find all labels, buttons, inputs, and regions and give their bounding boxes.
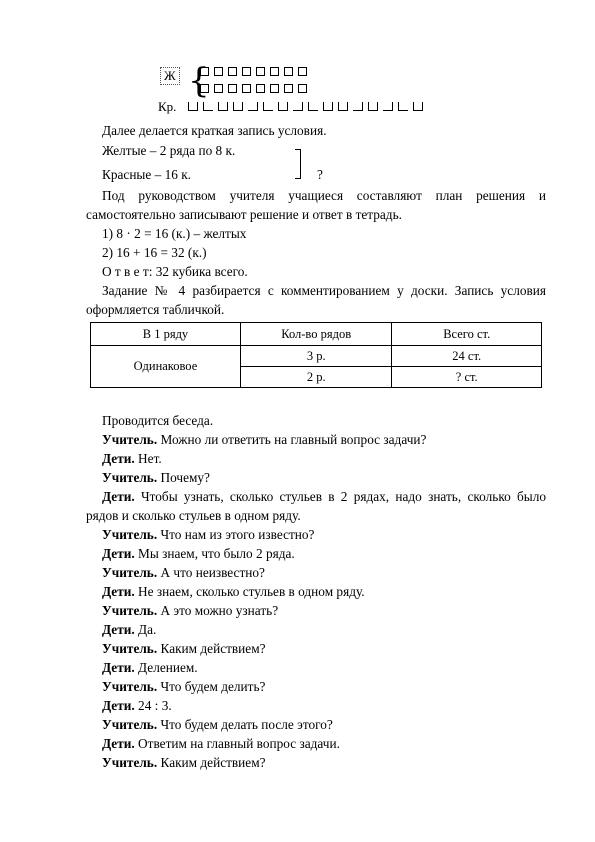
dialogue-text: Каким действием?	[157, 755, 266, 770]
bracket-question: ?	[301, 165, 323, 184]
red-label: Кр.	[158, 99, 177, 114]
speaker-label: Учитель.	[102, 717, 158, 732]
speaker-label: Учитель.	[102, 679, 158, 694]
yellow-row-2	[200, 84, 307, 93]
yellow-row-1	[200, 67, 307, 76]
speaker-label: Учитель.	[102, 565, 158, 580]
dialogue-text: Что будем делить?	[157, 679, 266, 694]
dialogue-list	[86, 430, 546, 772]
dialogue-text: Каким действием?	[157, 641, 266, 656]
dialogue-line	[86, 525, 546, 544]
speaker-label: Учитель.	[102, 432, 158, 447]
cube-diagram	[158, 61, 488, 114]
speaker-label: Учитель.	[102, 603, 158, 618]
condition-table	[90, 322, 542, 388]
dialogue-line	[86, 677, 546, 696]
dialogue-line	[86, 449, 546, 468]
dialogue-text: Не знаем, сколько стульев в одном ряду.	[134, 584, 365, 599]
speaker-label: Дети.	[102, 622, 135, 637]
dialogue-line	[86, 696, 546, 715]
table-cell: ? ст.	[392, 367, 542, 388]
dialogue-line	[86, 544, 546, 563]
dialogue-text: А что неизвестно?	[157, 565, 265, 580]
dialogue-text: Делением.	[134, 660, 198, 675]
dialogue-text: Ответим на главный вопрос задачи.	[134, 736, 340, 751]
table-cell: 3 р.	[240, 346, 392, 367]
dialogue-text: Почему?	[157, 470, 210, 485]
red-row	[188, 102, 423, 111]
intro-line: Желтые – 2 ряда по 8 к.	[102, 143, 236, 158]
dialogue-text: Нет.	[134, 451, 162, 466]
intro-line: Красные – 16 к. ?	[102, 167, 323, 182]
dialogue-line	[86, 715, 546, 734]
speaker-label: Дети.	[102, 736, 135, 751]
solution-step-1: 1) 8 · 2 = 16 (к.) – желтых	[102, 226, 247, 241]
dialogue-line	[86, 430, 546, 449]
table-header: В 1 ряду	[91, 323, 241, 346]
speaker-label: Дети.	[102, 546, 135, 561]
speaker-label: Учитель.	[102, 755, 158, 770]
speaker-label: Учитель.	[102, 641, 158, 656]
plan-paragraph: Под руководством учителя учащиеся составляют план решения и самостоятельно записывают решение и ответ в тетрадь.	[86, 188, 546, 222]
left-brace: {	[188, 61, 210, 101]
table-cell-merged: Одинаковое	[91, 346, 241, 388]
dialogue-text: Мы знаем, что было 2 ряда.	[134, 546, 295, 561]
yellow-label: Ж	[160, 67, 180, 85]
dialogue-text: Можно ли ответить на главный вопрос задачи?	[157, 432, 427, 447]
speaker-label: Дети.	[102, 584, 135, 599]
speaker-label: Дети.	[102, 660, 135, 675]
table-cell: 2 р.	[240, 367, 392, 388]
speaker-label: Дети.	[102, 489, 135, 504]
talk-intro: Проводится беседа.	[102, 413, 214, 428]
dialogue-line	[86, 753, 546, 772]
dialogue-text: А это можно узнать?	[157, 603, 279, 618]
speaker-label: Учитель.	[102, 527, 158, 542]
table-header: Всего ст.	[392, 323, 542, 346]
dialogue-line	[86, 563, 546, 582]
table-header: Кол-во рядов	[240, 323, 392, 346]
dialogue-line	[86, 734, 546, 753]
dialogue-line	[86, 601, 546, 620]
dialogue-text: Что будем делать после этого?	[157, 717, 333, 732]
task4-paragraph: Задание № 4 разбирается с комментированием у доски. Запись условия оформляется табличкой.	[86, 283, 546, 317]
dialogue-text: Да.	[134, 622, 157, 637]
dialogue-text: 24 : 3.	[134, 698, 172, 713]
speaker-label: Учитель.	[102, 470, 158, 485]
dialogue-line	[86, 620, 546, 639]
dialogue-text: Чтобы узнать, сколько стульев в 2 рядах, надо знать, сколько было рядов и сколько стульев в одном ряду.	[86, 489, 546, 523]
dialogue-line	[86, 468, 546, 487]
dialogue-line	[86, 582, 546, 601]
dialogue-line	[86, 487, 546, 525]
speaker-label: Дети.	[102, 698, 135, 713]
speaker-label: Дети.	[102, 451, 135, 466]
solution-step-2: 2) 16 + 16 = 32 (к.)	[102, 245, 207, 260]
table-cell: 24 ст.	[392, 346, 542, 367]
dialogue-line	[86, 658, 546, 677]
dialogue-text: Что нам из этого известно?	[157, 527, 315, 542]
answer-line: О т в е т: 32 кубика всего.	[102, 264, 248, 279]
dialogue-line	[86, 639, 546, 658]
intro-line: Далее делается краткая запись условия.	[102, 123, 327, 138]
